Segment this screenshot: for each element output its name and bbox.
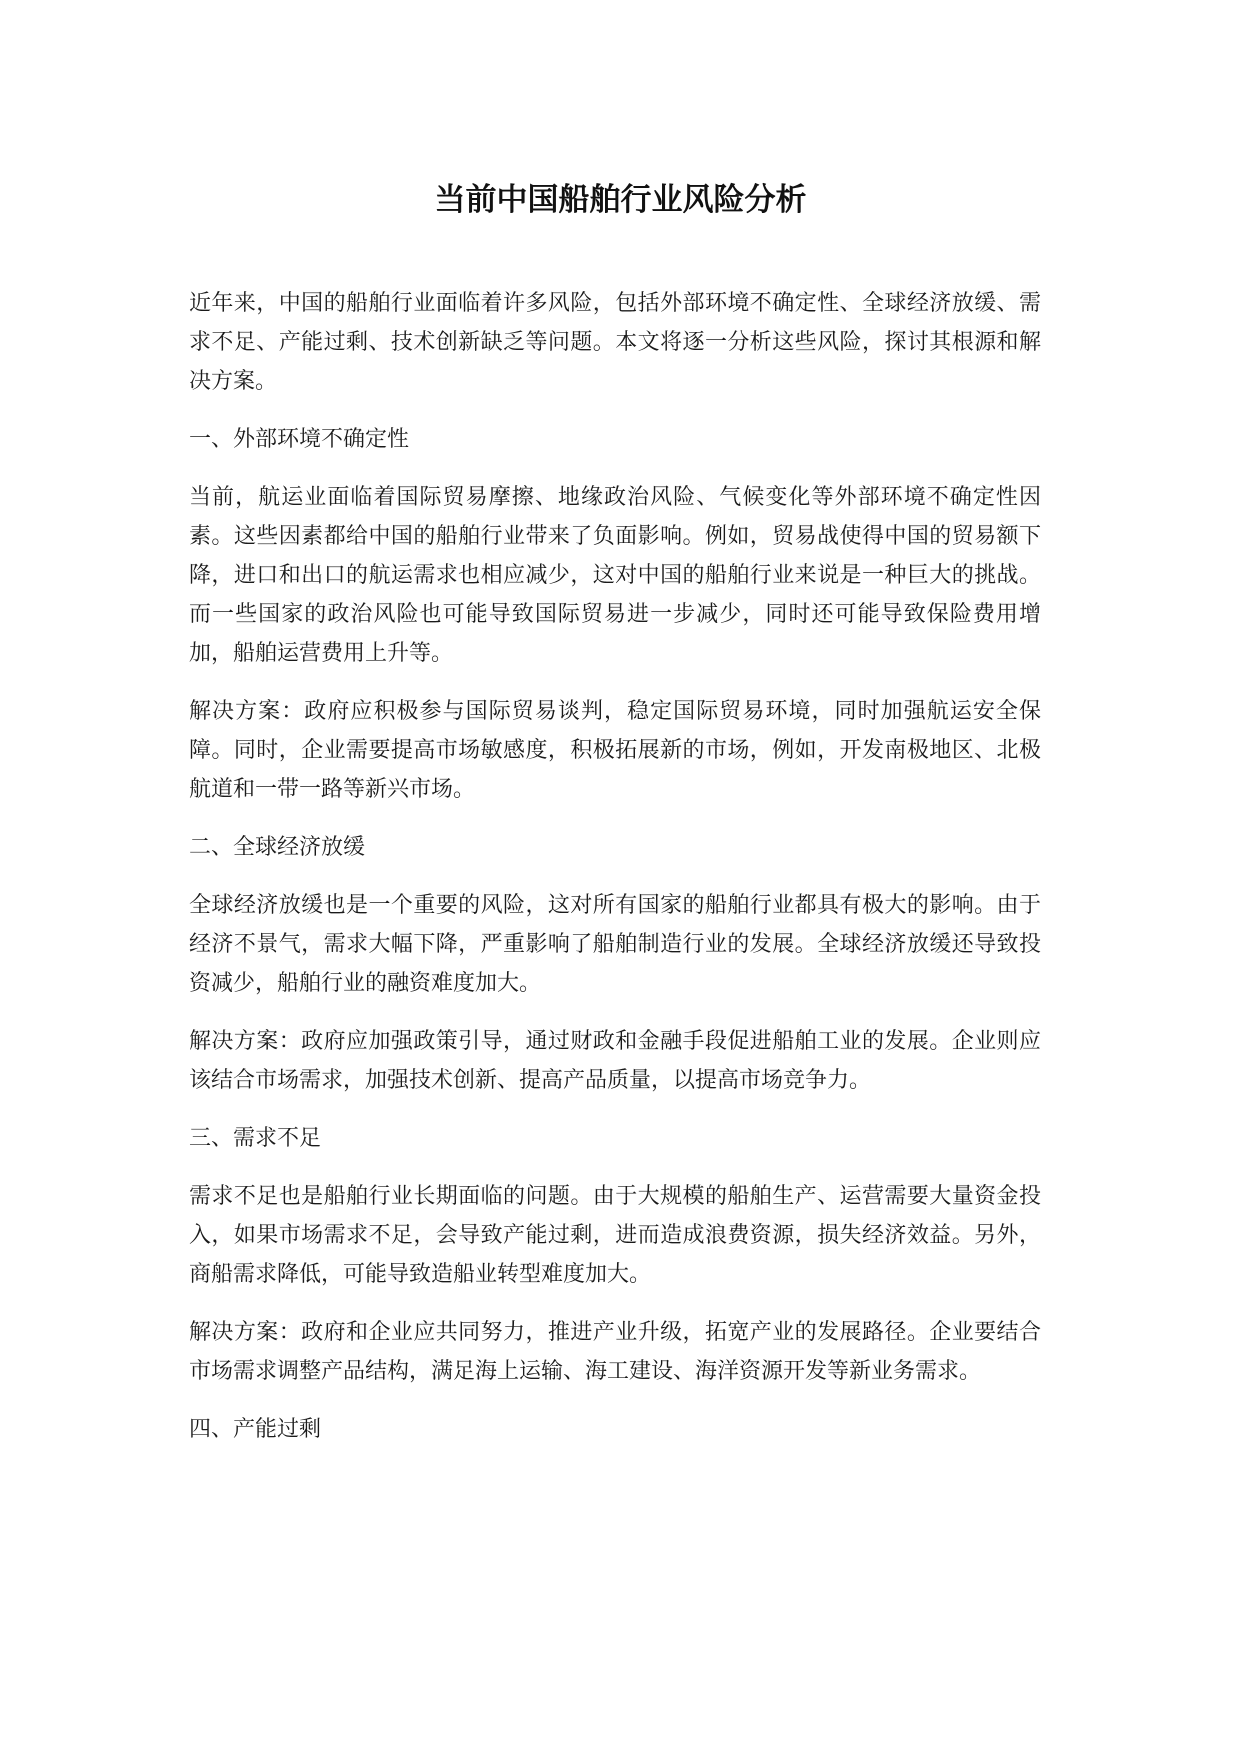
section-body: 需求不足也是船舶行业长期面临的问题。由于大规模的船舶生产、运营需要大量资金投入，如果市场需求不足，会导致产能过剩，进而造成浪费资源，损失经济效益。另外，商船需求降低，可能导致造船业转型难度加大。: [189, 1184, 1041, 1287]
section-heading: 二、全球经济放缓: [189, 835, 366, 860]
section-solution: 解决方案：政府应积极参与国际贸易谈判，稳定国际贸易环境，同时加强航运安全保障。同时，企业需要提高市场敏感度，积极拓展新的市场，例如，开发南极地区、北极航道和一带一路等新兴市场。: [189, 699, 1041, 802]
document-body: [189, 284, 1041, 1468]
section-solution: 解决方案：政府和企业应共同努力，推进产业升级，拓宽产业的发展路径。企业要结合市场需求调整产品结构，满足海上运输、海工建设、海洋资源开发等新业务需求。: [189, 1320, 1041, 1384]
document-title: 当前中国船舶行业风险分析: [434, 182, 807, 218]
section-heading: 一、外部环境不确定性: [189, 427, 410, 452]
section-heading: 三、需求不足: [189, 1126, 322, 1151]
section-body: 全球经济放缓也是一个重要的风险，这对所有国家的船舶行业都具有极大的影响。由于经济不景气，需求大幅下降，严重影响了船舶制造行业的发展。全球经济放缓还导致投资减少，船舶行业的融资难度加大。: [189, 893, 1041, 996]
section-body: 当前，航运业面临着国际贸易摩擦、地缘政治风险、气候变化等外部环境不确定性因素。这些因素都给中国的船舶行业带来了负面影响。例如，贸易战使得中国的贸易额下降，进口和出口的航运需求也相应减少，这对中国的船舶行业来说是一种巨大的挑战。而一些国家的政治风险也可能导致国际贸易进一步减少，同时还可能导致保险费用增加，船舶运营费用上升等。: [189, 485, 1041, 666]
section-solution: 解决方案：政府应加强政策引导，通过财政和金融手段促进船舶工业的发展。企业则应该结合市场需求，加强技术创新、提高产品质量，以提高市场竞争力。: [189, 1029, 1041, 1093]
intro-paragraph: 近年来，中国的船舶行业面临着许多风险，包括外部环境不确定性、全球经济放缓、需求不足、产能过剩、技术创新缺乏等问题。本文将逐一分析这些风险，探讨其根源和解决方案。: [189, 291, 1041, 394]
section-heading: 四、产能过剩: [189, 1417, 322, 1442]
